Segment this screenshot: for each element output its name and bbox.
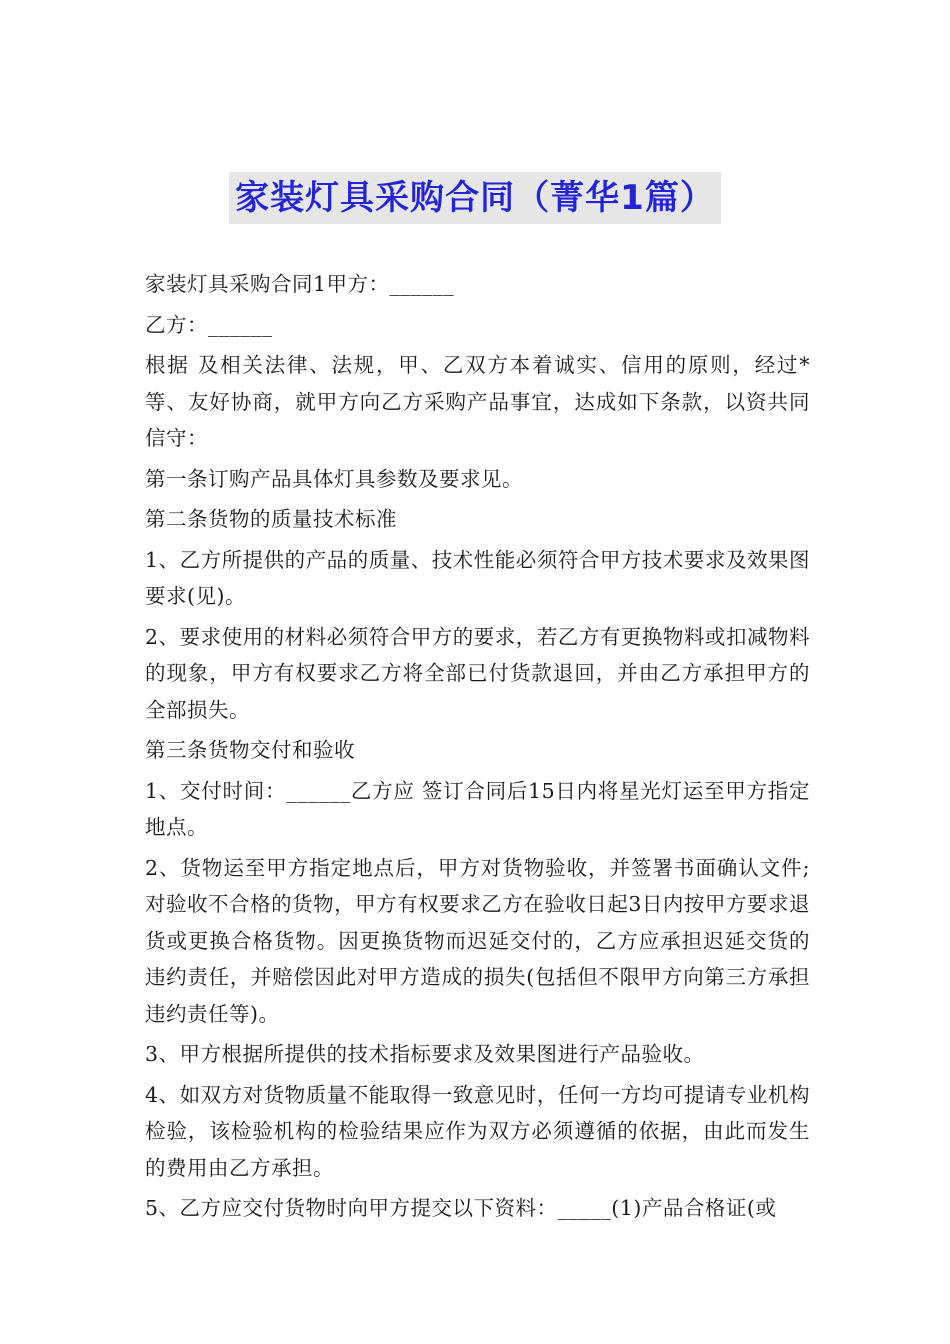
article-3-clause-2: 2、货物运至甲方指定地点后，甲方对货物验收，并签署书面确认文件;对验收不合格的货物，甲方有权要求乙方在验收日起3日内按甲方要求退货或更换合格货物。因更换货物而迟延交付的，乙方应承担迟延交货的违约责任，并赔偿因此对甲方造成的损失(包括但不限甲方向第三方承担违约责任等)。 bbox=[145, 855, 810, 1026]
article-3-clause-5: 5、乙方应交付货物时向甲方提交以下资料：_____(1)产品合格证(或 bbox=[145, 1196, 777, 1220]
preamble-paragraph: 根据 及相关法律、法规，甲、乙双方本着诚实、信用的原则，经过*等、友好协商，就甲方向乙方采购产品事宜，达成如下条款，以资共同信守： bbox=[145, 353, 810, 450]
article-3-clause-1: 1、交付时间：______乙方应 签订合同后15日内将星光灯运至甲方指定地点。 bbox=[145, 778, 810, 839]
document-title: 家装灯具采购合同（菁华1篇） bbox=[229, 172, 721, 224]
article-3-clause-4: 4、如双方对货物质量不能取得一致意见时，任何一方均可提请专业机构检验，该检验机构的检验结果应作为双方必须遵循的依据，由此而发生的费用由乙方承担。 bbox=[145, 1082, 810, 1180]
article-2-clause-1: 1、乙方所提供的产品的质量、技术性能必须符合甲方技术要求及效果图要求(见)。 bbox=[145, 547, 810, 608]
title-container bbox=[0, 172, 950, 224]
party-b-line: 乙方：______ bbox=[145, 312, 273, 337]
document-body bbox=[145, 266, 810, 1231]
article-3-heading: 第三条货物交付和验收 bbox=[145, 738, 355, 762]
party-a-line: 家装灯具采购合同1甲方：______ bbox=[145, 272, 455, 296]
article-2-clause-2: 2、要求使用的材料必须符合甲方的要求，若乙方有更换物料或扣减物料的现象，甲方有权要求乙方将全部已付货款退回，并由乙方承担甲方的全部损失。 bbox=[145, 624, 810, 722]
article-1-heading: 第一条订购产品具体灯具参数及要求见。 bbox=[145, 466, 523, 491]
article-2-heading: 第二条货物的质量技术标准 bbox=[145, 507, 397, 531]
article-3-clause-3: 3、甲方根据所提供的技术指标要求及效果图进行产品验收。 bbox=[145, 1042, 705, 1066]
